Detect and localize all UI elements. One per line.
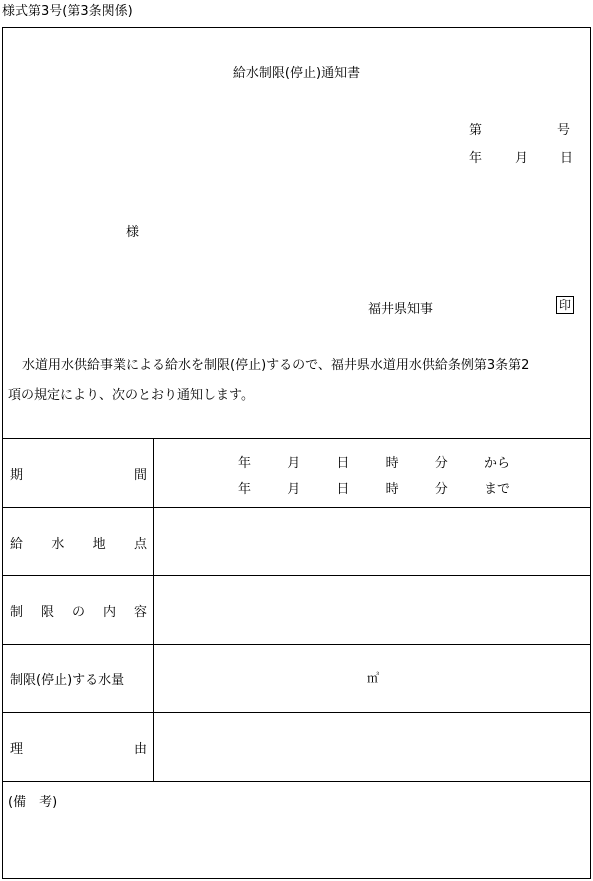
reason-label: [10, 738, 147, 757]
form-number-label: 様式第3号(第3条関係): [2, 4, 133, 19]
volume-label: 制限(停止)する水量: [10, 673, 125, 688]
period-from-year: 年: [238, 456, 252, 471]
period-to-year: 年: [238, 482, 252, 497]
supply-point-label-char: 地: [92, 537, 106, 552]
number-suffix: 号: [557, 123, 571, 138]
table-top-border: [2, 438, 591, 439]
period-from-hour: 時: [385, 456, 399, 471]
body-text-line-1: 水道用水供給事業による給水を制限(停止)するので、福井県水道用水供給条例第3条第2: [22, 358, 530, 373]
table-column-divider: [153, 438, 154, 781]
document-title: 給水制限(停止)通知書: [232, 66, 361, 81]
table-row-divider: [2, 712, 591, 713]
table-row-divider: [2, 644, 591, 645]
period-from-minute: 分: [434, 456, 448, 471]
table-bottom-border: [2, 781, 591, 782]
supply-point-label-char: 給: [10, 537, 24, 552]
period-label: [10, 464, 147, 483]
addressee-suffix: 様: [126, 225, 140, 240]
period-from-day: 日: [336, 456, 350, 471]
period-to-day: 日: [336, 482, 350, 497]
body-text-line-2: 項の規定により、次のとおり通知します。: [8, 388, 254, 403]
reason-label-char: 由: [133, 742, 147, 757]
period-to-month: 月: [287, 482, 301, 497]
issuer-name: 福井県知事: [368, 302, 434, 317]
period-to-hour: 時: [385, 482, 399, 497]
period-from-month: 月: [287, 456, 301, 471]
number-prefix: 第: [469, 123, 483, 138]
period-label-char: 間: [133, 468, 147, 483]
period-to: [238, 478, 510, 497]
table-row-divider: [2, 575, 591, 576]
period-label-char: 期: [10, 468, 24, 483]
period-from-kara: から: [483, 456, 510, 471]
restriction-label-char: 制: [10, 605, 24, 620]
restriction-label-char: 容: [133, 605, 147, 620]
reason-label-char: 理: [10, 742, 24, 757]
period-to-made: まで: [483, 482, 510, 497]
restriction-label-char: 内: [102, 605, 116, 620]
supply-point-label-char: 水: [51, 537, 65, 552]
volume-unit: ㎥: [367, 671, 380, 685]
period-from: [238, 452, 510, 471]
supply-point-label: [10, 533, 147, 552]
restriction-label-char: 限: [40, 605, 54, 620]
notes-label: (備 考): [8, 795, 58, 810]
restriction-content-label: [10, 601, 147, 620]
date-day: 日: [560, 151, 574, 166]
restriction-label-char: の: [71, 605, 85, 620]
date-year: 年: [469, 151, 483, 166]
supply-point-label-char: 点: [133, 537, 147, 552]
period-to-minute: 分: [434, 482, 448, 497]
seal-mark: 印: [556, 296, 574, 314]
date-month: 月: [515, 151, 529, 166]
table-row-divider: [2, 507, 591, 508]
